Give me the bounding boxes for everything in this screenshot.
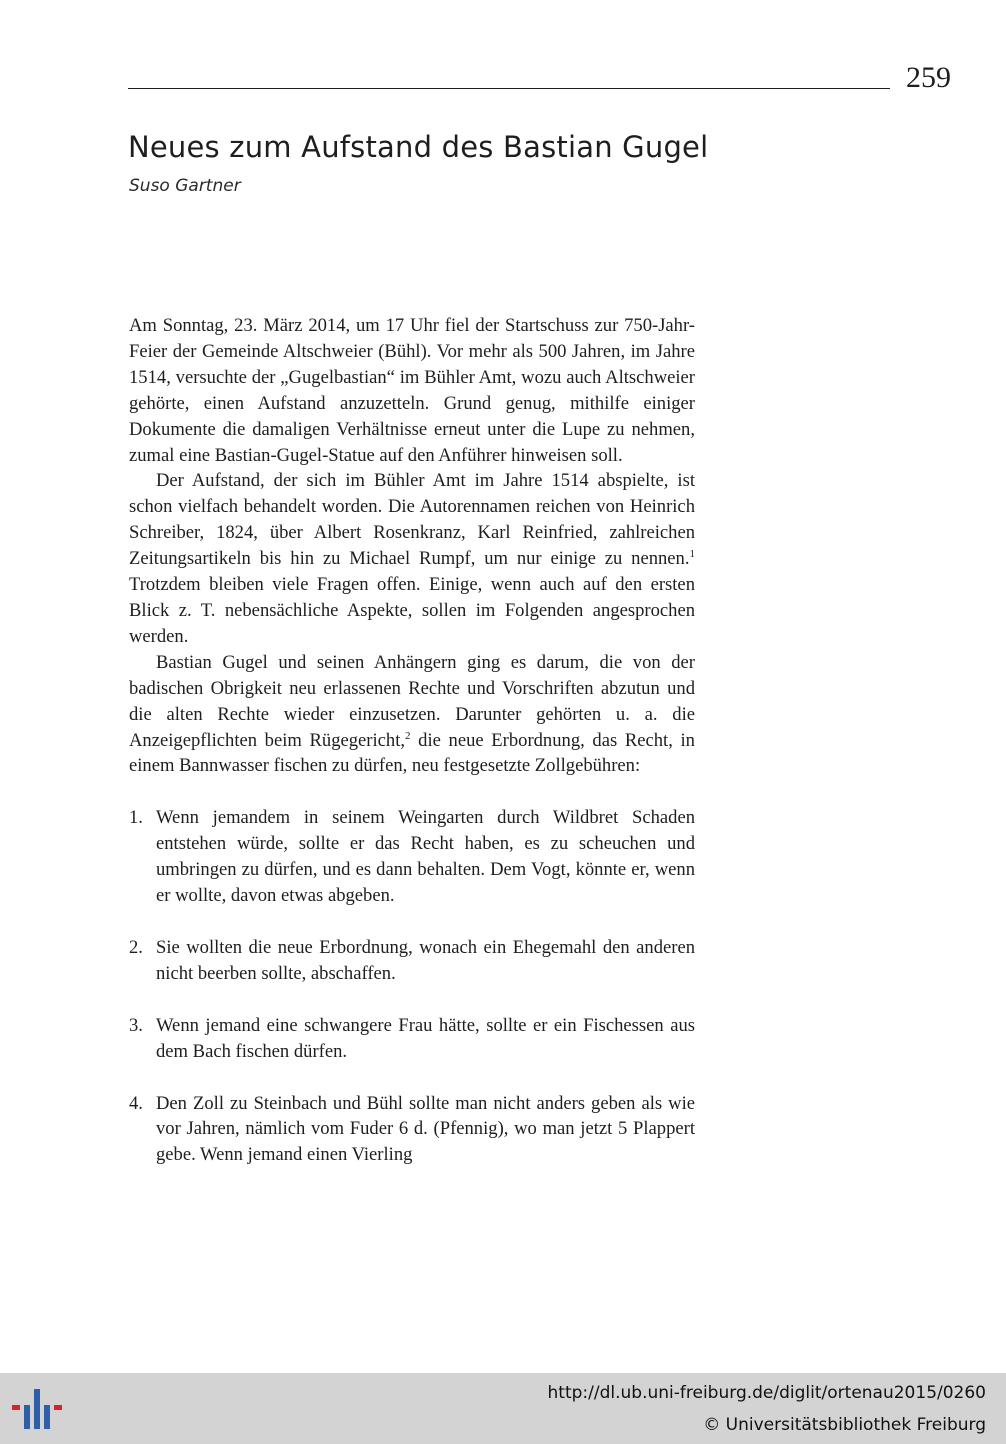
paragraph-3-text-b: die neue Erbordnung, das Recht, in einem Bannwasser fischen zu dürfen, neu festgesetzte Zollgebühren: (129, 729, 695, 777)
article-author: Suso Gartner (129, 176, 241, 196)
footer-url-link[interactable]: http://dl.ub.uni-freiburg.de/diglit/ortenau2015/0260 (547, 1383, 986, 1403)
demands-list (129, 805, 695, 1168)
list-item (129, 1013, 695, 1065)
paragraph-3-text-a: Bastian Gugel und seinen Anhängern ging es darum, die von der badischen Obrigkeit neu erlassenen Rechte und Vorschriften abzutun und die alten Rechte wieder einzusetzen. Darunter gehörten u. a. die Anzeigepflichten beim Rügegericht, (129, 651, 695, 751)
list-item-text: Sie wollten die neue Erbordnung, wonach ein Ehegemahl den anderen nicht beerben sollte, abschaffen. (156, 936, 695, 984)
paragraph-1: Am Sonntag, 23. März 2014, um 17 Uhr fiel der Startschuss zur 750-Jahr-Feier der Gemeinde Altschweier (Bühl). Vor mehr als 500 Jahren, im Jahre 1514, versuchte der „Gugelbastian“ im Bühler Amt, wozu auch Altschweier gehörte, einen Aufstand anzuzetteln. Grund genug, mithilfe einiger Dokumente die damaligen Verhältnisse erneut unter die Lupe zu nehmen, zumal eine Bastian-Gugel-Statue auf den Anführer hinweisen soll. (129, 315, 695, 466)
logo-bar-red-right (54, 1405, 62, 1410)
list-item (129, 1091, 695, 1169)
article-title: Neues zum Aufstand des Bastian Gugel (128, 130, 709, 164)
logo-bar-blue-2 (34, 1389, 40, 1429)
footer-bar (0, 1373, 1006, 1444)
list-item-number: 1. (129, 807, 143, 829)
logo-bar-blue-1 (24, 1405, 30, 1429)
paragraph-2-text-b: Trotzdem bleiben viele Fragen offen. Einige, wenn auch auf den ersten Blick z. T. nebensächliche Aspekte, sollen im Folgenden angesprochen werden. (129, 574, 695, 647)
article-body (129, 313, 695, 1194)
list-item-number: 3. (129, 1014, 143, 1036)
list-item (129, 935, 695, 987)
list-item-number: 2. (129, 936, 143, 958)
logo-bar-blue-3 (44, 1405, 50, 1429)
list-item-text: Wenn jemand eine schwangere Frau hätte, sollte er ein Fischessen aus dem Bach fischen dürfen. (156, 1014, 695, 1062)
paragraph-3 (129, 650, 695, 780)
list-item-text: Wenn jemandem in seinem Weingarten durch Wildbret Schaden entstehen würde, sollte er das Recht haben, es zu scheuchen und umbringen zu dürfen, und es dann behalten. Dem Vogt, könnte er, wenn er wollte, davon etwas abgeben. (156, 807, 695, 907)
list-item-text: Den Zoll zu Steinbach und Bühl sollte man nicht anders geben als wie vor Jahren, nämlich vom Fuder 6 d. (Pfennig), wo man jetzt 5 Plappert gebe. Wenn jemand einen Vierling (156, 1092, 695, 1166)
footer-copyright: © Universitätsbibliothek Freiburg (703, 1415, 986, 1435)
header-rule (128, 88, 890, 89)
paragraph-2-text-a: Der Aufstand, der sich im Bühler Amt im Jahre 1514 abspielte, ist schon vielfach behandelt worden. Die Autorennamen reichen von Heinrich Schreiber, 1824, über Albert Rosenkranz, Karl Reinfried, zahlreichen Zeitungsartikeln bis hin zu Michael Rumpf, um nur einige zu nennen. (129, 470, 695, 570)
logo-bar-red-left (12, 1405, 20, 1410)
paragraph-2 (129, 468, 695, 649)
ub-freiburg-logo-icon[interactable] (12, 1385, 64, 1433)
footnote-ref-2[interactable]: 2 (405, 729, 411, 742)
page-number: 259 (906, 61, 951, 94)
list-item-number: 4. (129, 1092, 143, 1114)
list-item (129, 805, 695, 909)
footnote-ref-1[interactable]: 1 (689, 547, 695, 560)
